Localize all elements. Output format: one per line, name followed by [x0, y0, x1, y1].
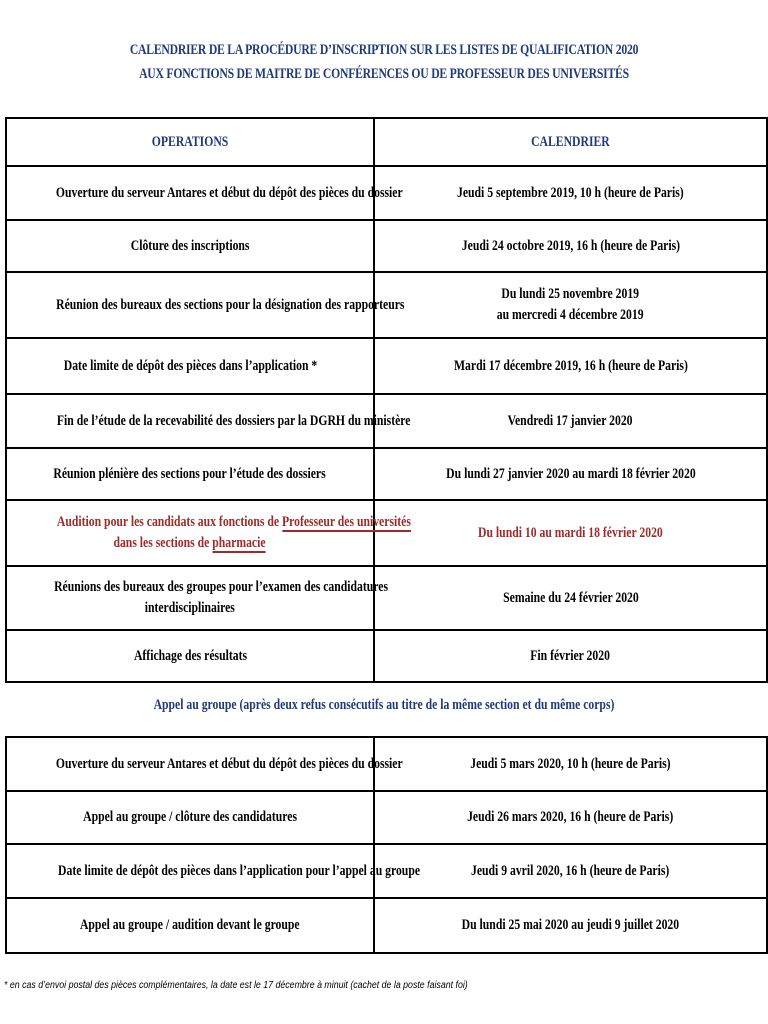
table-row	[6, 272, 767, 338]
operation-cell: Clôture des inscriptions	[6, 220, 374, 272]
operation-cell: Ouverture du serveur Antares et début du dépôt des pièces du dossier	[6, 166, 374, 220]
document-title-line2: AUX FONCTIONS DE MAITRE DE CONFÉRENCES OU DE PROFESSEUR DES UNIVERSITÉS	[139, 66, 629, 82]
table-row	[6, 220, 767, 272]
operation-cell: Affichage des résultats	[6, 630, 374, 682]
date-cell: Jeudi 5 septembre 2019, 10 h (heure de Paris)	[374, 166, 767, 220]
underlined-text: pharmacie	[212, 535, 267, 551]
date-cell: Vendredi 17 janvier 2020	[374, 394, 767, 448]
date-cell: Jeudi 24 octobre 2019, 16 h (heure de Paris)	[374, 220, 767, 272]
operation-cell: Appel au groupe / clôture des candidatures	[6, 791, 374, 844]
qualification-calendar-table	[5, 117, 768, 683]
operation-cell: Date limite de dépôt des pièces dans l’application pour l’appel au groupe	[6, 844, 374, 898]
operation-cell: Fin de l’étude de la recevabilité des dossiers par la DGRH du ministère	[6, 394, 374, 448]
date-cell: Jeudi 9 avril 2020, 16 h (heure de Paris)	[374, 844, 767, 898]
table-header-row	[6, 118, 767, 166]
table-row	[6, 394, 767, 448]
date-cell: Du lundi 25 novembre 2019 au mercredi 4 décembre 2019	[374, 272, 767, 338]
operation-cell: Réunion plénière des sections pour l’étude des dossiers	[6, 448, 374, 500]
date-cell: Jeudi 5 mars 2020, 10 h (heure de Paris)	[374, 737, 767, 791]
date-cell: Jeudi 26 mars 2020, 16 h (heure de Paris)	[374, 791, 767, 844]
table-row-highlighted	[6, 500, 767, 566]
table-row	[6, 630, 767, 682]
footnote: * en cas d’envoi postal des pièces complémentaires, la date est le 17 décembre à minuit (cachet de la poste faisant foi)	[4, 980, 468, 991]
document-title-line1: CALENDRIER DE LA PROCÉDURE D’INSCRIPTION SUR LES LISTES DE QUALIFICATION 2020	[129, 42, 639, 58]
operation-cell: Réunions des bureaux des groupes pour l’examen des candidatures interdisciplinaires	[6, 566, 374, 630]
table-row	[6, 566, 767, 630]
table-row	[6, 166, 767, 220]
operation-cell: Appel au groupe / audition devant le groupe	[6, 898, 374, 953]
table-row	[6, 448, 767, 500]
date-cell: Du lundi 27 janvier 2020 au mardi 18 février 2020	[374, 448, 767, 500]
table-row	[6, 898, 767, 953]
date-cell: Mardi 17 décembre 2019, 16 h (heure de Paris)	[374, 338, 767, 394]
date-cell: Du lundi 25 mai 2020 au jeudi 9 juillet 2020	[374, 898, 767, 953]
table-row	[6, 791, 767, 844]
table-row	[6, 338, 767, 394]
date-cell: Fin février 2020	[374, 630, 767, 682]
operation-cell: Réunion des bureaux des sections pour la désignation des rapporteurs	[6, 272, 374, 338]
operation-cell: Audition pour les candidats aux fonctions de Professeur des universités dans les sections de pharmacie	[6, 500, 374, 566]
underlined-text: Professeur des universités	[281, 514, 411, 530]
date-cell: Du lundi 10 au mardi 18 février 2020	[374, 500, 767, 566]
column-header-operations: OPERATIONS	[6, 118, 374, 166]
group-appeal-table	[5, 736, 768, 954]
group-appeal-heading: Appel au groupe (après deux refus consécutifs au titre de la même section et du même corps)	[153, 697, 615, 713]
operation-cell: Ouverture du serveur Antares et début du dépôt des pièces du dossier	[6, 737, 374, 791]
date-cell: Semaine du 24 février 2020	[374, 566, 767, 630]
table-row	[6, 737, 767, 791]
operation-cell: Date limite de dépôt des pièces dans l’application *	[6, 338, 374, 394]
table-row	[6, 844, 767, 898]
column-header-calendrier: CALENDRIER	[374, 118, 767, 166]
